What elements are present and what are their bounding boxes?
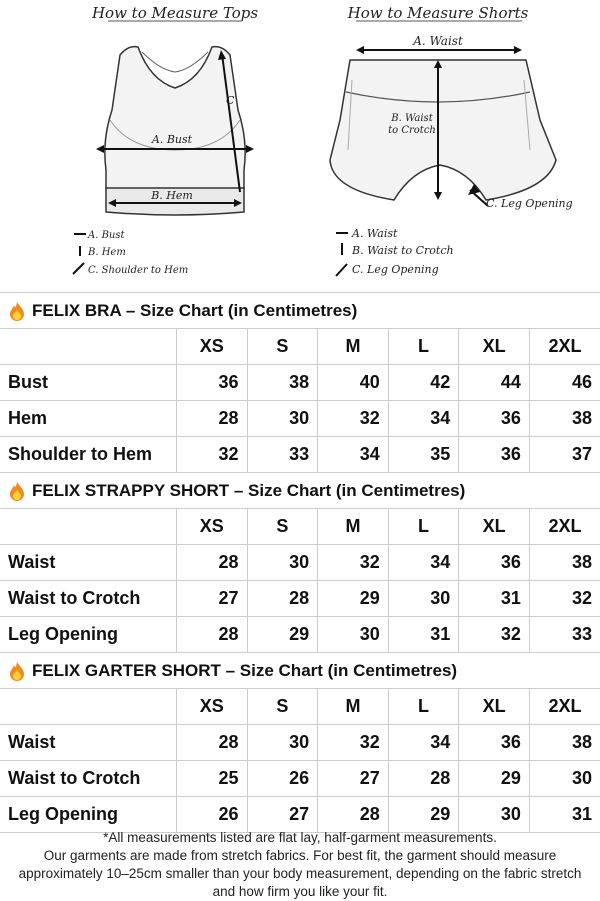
svg-text:C. Shoulder to Hem: C. Shoulder to Hem: [88, 265, 189, 276]
cell-value: 32: [459, 617, 530, 653]
fire-icon: [6, 481, 28, 501]
row-label: Bust: [0, 365, 177, 401]
strappy-table-title: FELIX STRAPPY SHORT – Size Chart (in Centimetres): [32, 481, 466, 500]
row-label: Hem: [0, 401, 177, 437]
size-header: XS: [177, 689, 248, 725]
cell-value: 32: [318, 401, 389, 437]
table-row: [0, 797, 600, 833]
cell-value: 37: [529, 437, 600, 473]
size-header: L: [388, 329, 459, 365]
footnote-flat-lay: *All measurements listed are flat lay, half-garment measurements.: [103, 830, 497, 845]
size-header: XL: [459, 509, 530, 545]
cell-value: 29: [388, 797, 459, 833]
row-label: Waist to Crotch: [0, 581, 177, 617]
size-header: M: [318, 329, 389, 365]
cell-value: 34: [388, 401, 459, 437]
garter-section-title: [0, 652, 600, 689]
cell-value: 30: [318, 617, 389, 653]
cell-value: 30: [529, 761, 600, 797]
size-header: S: [247, 509, 318, 545]
table-row: [0, 617, 600, 653]
cell-value: 28: [388, 761, 459, 797]
tops-legend: [73, 230, 188, 276]
cell-value: 42: [388, 365, 459, 401]
measurement-illustrations: [0, 0, 600, 290]
size-header-row: [0, 329, 600, 365]
cell-value: 44: [459, 365, 530, 401]
row-label: Leg Opening: [0, 797, 177, 833]
cell-value: 28: [177, 545, 248, 581]
cell-value: 40: [318, 365, 389, 401]
cell-value: 29: [318, 581, 389, 617]
shorts-illustration: [330, 4, 573, 276]
svg-text:B. Waist: B. Waist: [391, 113, 433, 124]
header-blank: [0, 509, 177, 545]
table-row: [0, 581, 600, 617]
svg-text:A. Bust: A. Bust: [151, 133, 193, 146]
size-header: 2XL: [529, 689, 600, 725]
cell-value: 28: [177, 725, 248, 761]
cell-value: 34: [318, 437, 389, 473]
svg-text:C. Leg Opening: C. Leg Opening: [352, 263, 439, 276]
cell-value: 32: [318, 725, 389, 761]
table-row: [0, 545, 600, 581]
cell-value: 28: [318, 797, 389, 833]
garter-size-table: [0, 688, 600, 833]
size-header: XS: [177, 329, 248, 365]
table-row: [0, 437, 600, 473]
size-header: 2XL: [529, 329, 600, 365]
cell-value: 27: [247, 797, 318, 833]
svg-text:B. Hem: B. Hem: [151, 189, 193, 202]
cell-value: 31: [529, 797, 600, 833]
size-header: M: [318, 509, 389, 545]
cell-value: 27: [177, 581, 248, 617]
cell-value: 34: [388, 545, 459, 581]
svg-text:C. Leg Opening: C. Leg Opening: [486, 197, 573, 210]
shorts-sketch: [330, 60, 556, 200]
cell-value: 33: [529, 617, 600, 653]
garter-table-title: FELIX GARTER SHORT – Size Chart (in Centimetres): [32, 661, 458, 680]
svg-text:A. Waist: A. Waist: [413, 34, 463, 48]
size-header: S: [247, 689, 318, 725]
cell-value: 26: [247, 761, 318, 797]
size-header: M: [318, 689, 389, 725]
cell-value: 28: [247, 581, 318, 617]
fire-icon: [6, 301, 28, 321]
bra-table-title: FELIX BRA – Size Chart (in Centimetres): [32, 301, 358, 320]
cell-value: 38: [247, 365, 318, 401]
row-label: Leg Opening: [0, 617, 177, 653]
cell-value: 32: [177, 437, 248, 473]
table-row: [0, 725, 600, 761]
cell-value: 31: [388, 617, 459, 653]
header-blank: [0, 689, 177, 725]
cell-value: 32: [318, 545, 389, 581]
cell-value: 30: [247, 545, 318, 581]
fire-icon: [6, 661, 28, 681]
cell-value: 28: [177, 401, 248, 437]
table-row: [0, 365, 600, 401]
cell-value: 31: [459, 581, 530, 617]
svg-text:C: C: [226, 94, 235, 107]
cell-value: 38: [529, 725, 600, 761]
size-header: XS: [177, 509, 248, 545]
bra-size-table: [0, 328, 600, 473]
svg-text:A. Waist: A. Waist: [352, 227, 398, 240]
table-row: [0, 761, 600, 797]
cell-value: 30: [459, 797, 530, 833]
size-header: L: [388, 689, 459, 725]
cell-value: 33: [247, 437, 318, 473]
svg-text:B. Waist to Crotch: B. Waist to Crotch: [352, 244, 454, 257]
cell-value: 25: [177, 761, 248, 797]
cell-value: 26: [177, 797, 248, 833]
row-label: Shoulder to Hem: [0, 437, 177, 473]
tops-title: How to Measure Tops: [91, 4, 259, 22]
cell-value: 29: [247, 617, 318, 653]
size-header: S: [247, 329, 318, 365]
cell-value: 32: [529, 581, 600, 617]
svg-text:B. Hem: B. Hem: [88, 247, 126, 258]
shorts-legend: [336, 227, 454, 276]
cell-value: 30: [247, 725, 318, 761]
footnote-fit-advice: Our garments are made from stretch fabrics. For best fit, the garment should measure approximately 10–25cm smaller than your body measurement, depending on the fabric stretch and how firm you like your fit.: [18, 848, 582, 899]
footnote: [10, 829, 590, 901]
size-header: L: [388, 509, 459, 545]
cell-value: 28: [177, 617, 248, 653]
size-header: XL: [459, 329, 530, 365]
cell-value: 36: [459, 401, 530, 437]
cell-value: 30: [247, 401, 318, 437]
row-label: Waist to Crotch: [0, 761, 177, 797]
svg-text:A. Bust: A. Bust: [88, 230, 125, 241]
row-label: Waist: [0, 545, 177, 581]
strappy-section-title: [0, 472, 600, 509]
cell-value: 36: [177, 365, 248, 401]
svg-text:to Crotch: to Crotch: [388, 125, 436, 136]
cell-value: 46: [529, 365, 600, 401]
tops-illustration: [73, 4, 258, 276]
shorts-title: How to Measure Shorts: [347, 4, 529, 22]
cell-value: 38: [529, 545, 600, 581]
strappy-size-table: [0, 508, 600, 653]
bra-section-title: [0, 292, 600, 329]
table-row: [0, 401, 600, 437]
cell-value: 35: [388, 437, 459, 473]
cell-value: 36: [459, 725, 530, 761]
cell-value: 30: [388, 581, 459, 617]
cell-value: 36: [459, 545, 530, 581]
cell-value: 29: [459, 761, 530, 797]
cell-value: 34: [388, 725, 459, 761]
size-header: XL: [459, 689, 530, 725]
size-header-row: [0, 689, 600, 725]
size-header-row: [0, 509, 600, 545]
size-header: 2XL: [529, 509, 600, 545]
cell-value: 36: [459, 437, 530, 473]
cell-value: 38: [529, 401, 600, 437]
row-label: Waist: [0, 725, 177, 761]
cell-value: 27: [318, 761, 389, 797]
header-blank: [0, 329, 177, 365]
